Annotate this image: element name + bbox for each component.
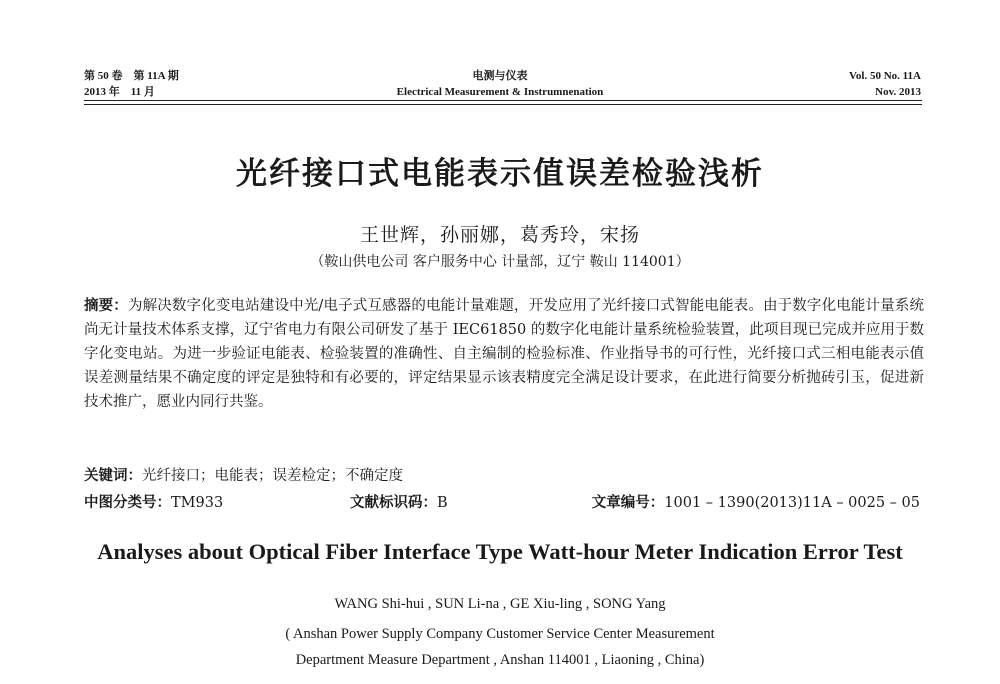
header-rule-top (84, 100, 922, 101)
abstract-text: 为解决数字化变电站建设中光/电子式互感器的电能计量难题，开发应用了光纤接口式智能电能表。由于数字化电能计量系统尚无计量技术体系支撑，辽宁省电力有限公司研发了基于 IEC61850 的数字化电能计量系统检验装置，此项目现已完成并应用于数字化变电站。为进一步验证电能表、检验装置的准确性、自主编制的检验标准、作业指导书的可行性，光纤接口式三相电能表示值误差测量结果不确定度的评定是独特和有必要的，评定结果显示该表精度完全满足设计要求，在此进行简要分析抛砖引玉，促进新技术推广，愿业内同行共鉴。 (84, 298, 924, 410)
authors-cn: 王世辉，孙丽娜，葛秀玲，宋扬 (359, 224, 640, 246)
article-number-value: 1001 – 1390(2013)11A – 0025 – 05 (664, 495, 920, 511)
clc-number (84, 491, 223, 512)
header-rule-bottom (84, 104, 922, 105)
doc-code-label: 文献标识码： (350, 495, 437, 511)
journal-date-en: Nov. 2013 (875, 86, 921, 98)
keywords-text: 光纤接口；电能表；误差检定；不确定度 (142, 468, 403, 484)
document-code (350, 491, 448, 512)
clc-label: 中图分类号： (84, 495, 171, 511)
affiliation-en-line1: ( Anshan Power Supply Company Customer Service Center Measurement (285, 626, 715, 642)
journal-volume-en: Vol. 50 No. 11A (848, 70, 921, 82)
journal-name-en: Electrical Measurement & Instrumnenation (396, 86, 604, 98)
article-number-label: 文章编号： (591, 495, 665, 511)
journal-volume-issue: 第 50 卷 第 11A 期 (84, 70, 179, 82)
keywords-label: 关键词： (84, 468, 142, 484)
authors-en: WANG Shi-hui , SUN Li-na , GE Xiu-ling , SONG Yang (334, 596, 666, 612)
keywords-cn (84, 464, 403, 485)
affiliation-cn: （鞍山供电公司 客户服务中心 计量部，辽宁 鞍山 114001） (310, 254, 690, 270)
paper-title-en: Analyses about Optical Fiber Interface Type Watt-hour Meter Indication Error Test (97, 539, 903, 564)
affiliation-en-line2: Department Measure Department , Anshan 114001 , Liaoning , China) (295, 652, 705, 668)
abstract-cn (84, 294, 924, 414)
clc-value: TM933 (171, 495, 224, 511)
doc-code-value: B (437, 495, 448, 511)
article-number (592, 491, 920, 512)
journal-date-cn: 2013 年 11 月 (84, 86, 155, 98)
paper-title-cn: 光纤接口式电能表示值误差检验浅析 (236, 156, 764, 192)
abstract-label: 摘要： (84, 298, 128, 314)
journal-name-cn: 电测与仪表 (472, 70, 528, 82)
